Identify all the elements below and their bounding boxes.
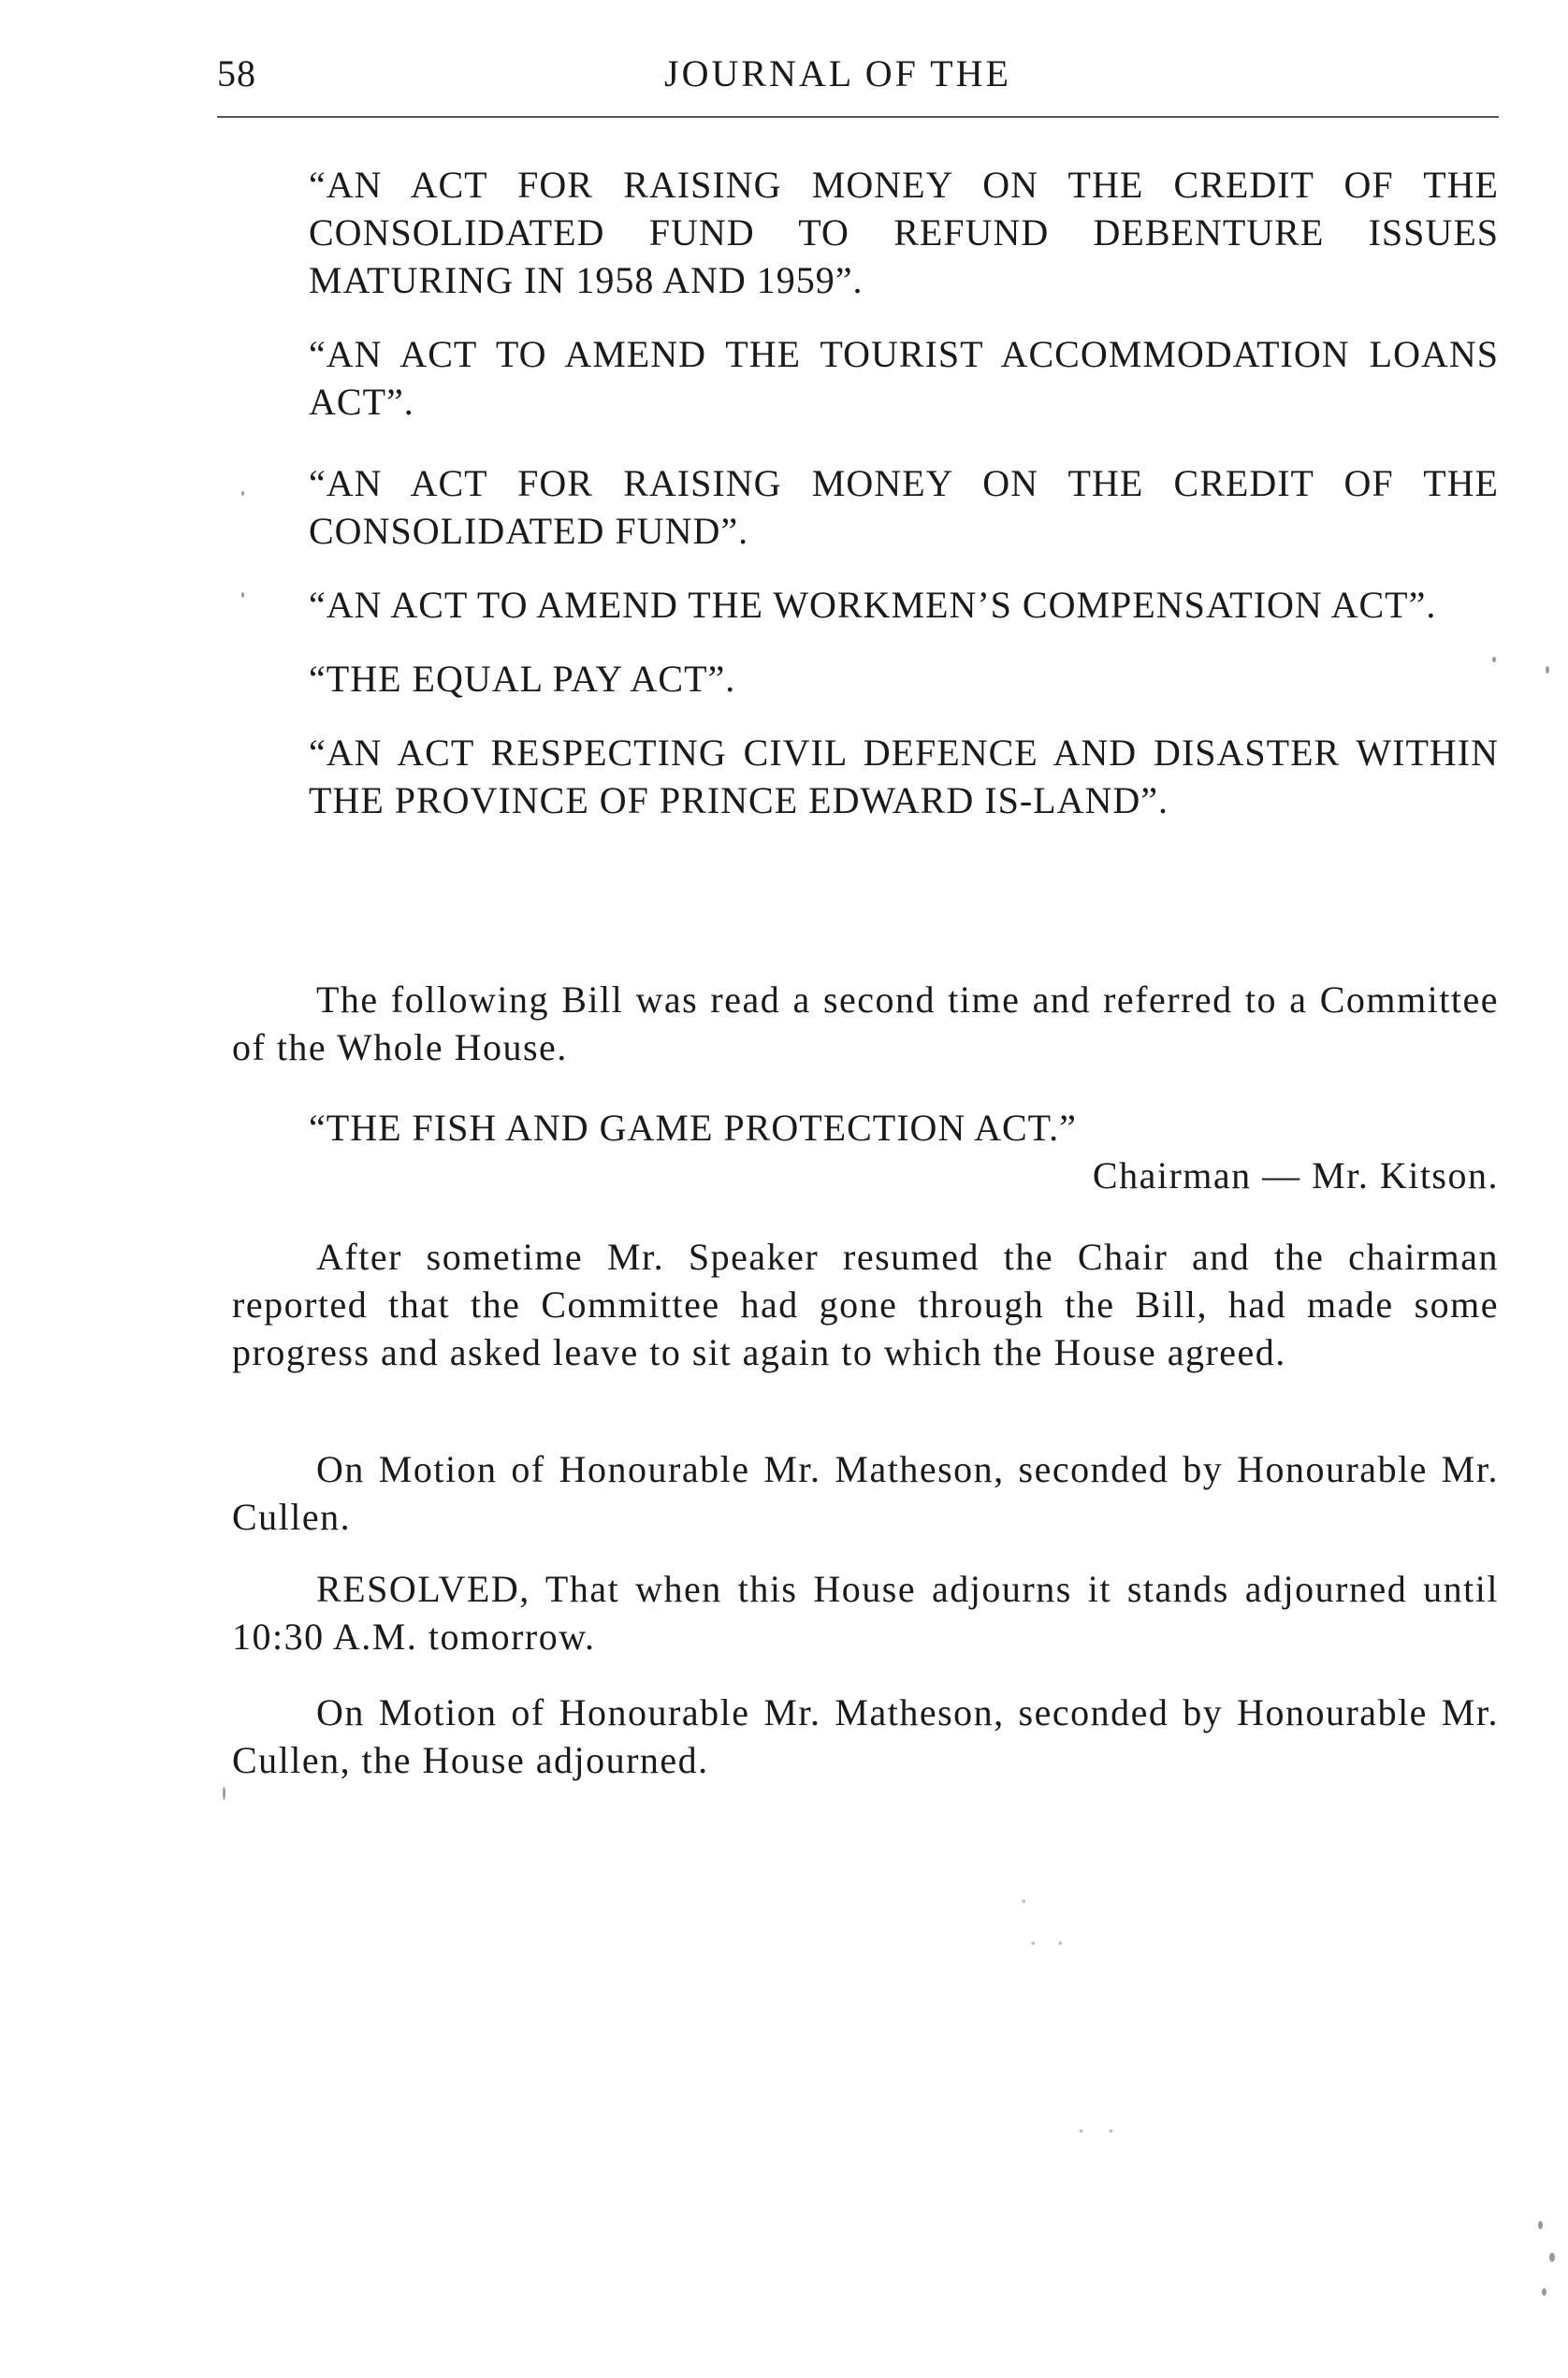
bill-title: “AN ACT FOR RAISING MONEY ON THE CREDIT OF THE CONSOLIDATED FUND”. <box>309 462 1499 552</box>
scan-speck <box>1492 657 1496 662</box>
second-reading-paragraph: The following Bill was read a second time and referred to a Committee of the Whole House. <box>232 979 1499 1068</box>
scan-speck <box>1546 666 1549 674</box>
scan-speck <box>1538 2221 1543 2229</box>
scan-speck <box>223 1787 225 1800</box>
scan-bleedthrough: . . <box>1029 1918 1070 1952</box>
header-rule <box>217 116 1499 118</box>
scan-speck <box>241 592 244 598</box>
scan-speck <box>241 491 244 496</box>
running-header-title: JOURNAL OF THE <box>664 52 1011 94</box>
bills-list <box>309 161 1499 850</box>
page-number: 58 <box>217 52 256 94</box>
motion-paragraph-2: On Motion of Honourable Mr. Matheson, seconded by Honourable Mr. Cullen, the House adjourned. <box>232 1691 1499 1781</box>
resolved-paragraph: RESOLVED, That when this House adjourns it stands adjourned until 10:30 A.M. tomorrow. <box>232 1568 1499 1658</box>
bill-title: “AN ACT FOR RAISING MONEY ON THE CREDIT OF THE CONSOLIDATED FUND TO REFUND DEBENTURE ISSUES MATURING IN 1958 AND 1959”. <box>309 164 1499 301</box>
bill-title: “THE EQUAL PAY ACT”. <box>309 658 736 700</box>
motion-paragraph-1: On Motion of Honourable Mr. Matheson, seconded by Honourable Mr. Cullen. <box>232 1448 1499 1538</box>
scan-speck <box>1549 2253 1555 2262</box>
scan-bleedthrough: · · <box>1076 2114 1123 2149</box>
bill-title: “AN ACT TO AMEND THE WORKMEN’S COMPENSATION ACT”. <box>309 584 1437 626</box>
bill-title: “AN ACT RESPECTING CIVIL DEFENCE AND DISASTER WITHIN THE PROVINCE OF PRINCE EDWARD IS-LAND”. <box>309 732 1499 821</box>
committee-bill-title: “THE FISH AND GAME PROTECTION ACT.” <box>309 1107 1077 1149</box>
committee-report-paragraph: After sometime Mr. Speaker resumed the Chair and the chairman reported that the Committee had gone through the Bill, had made some progress and asked leave to sit again to which the House agreed. <box>232 1236 1499 1373</box>
chairman-line: Chairman — Mr. Kitson. <box>1092 1154 1499 1196</box>
scan-speck <box>1542 2288 1546 2296</box>
scan-bleedthrough: . <box>1020 1876 1034 1910</box>
bill-title: “AN ACT TO AMEND THE TOURIST ACCOMMODATION LOANS ACT”. <box>309 333 1499 423</box>
